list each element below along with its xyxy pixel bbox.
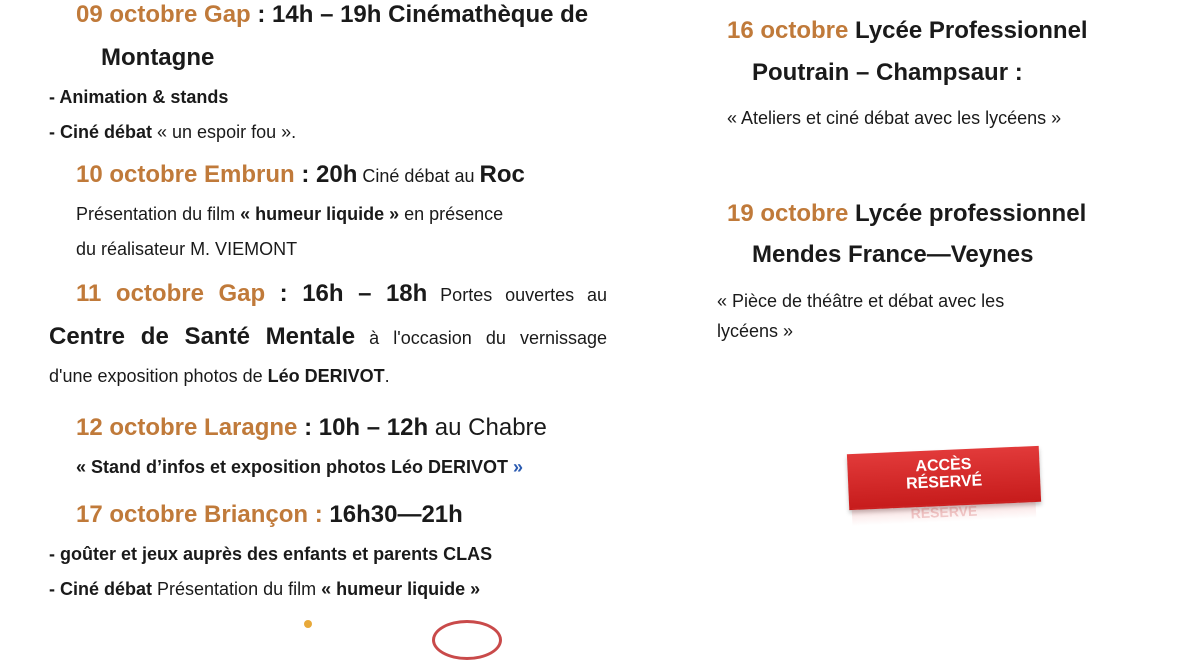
event-time: 16h30—21h [329,501,463,528]
event-lycee-mendes-heading: 19 octobre Lycée professionnel [727,200,1087,227]
event-description: lycéens » [717,321,794,341]
event-embrun-heading: 10 octobre Embrun : 20h Ciné débat au Roc [76,161,525,188]
event-gap-09-heading: 09 octobre Gap : 14h – 19h Cinémathèque de [76,1,589,28]
event-laragne-heading: 12 octobre Laragne : 10h – 12h au Chabre [76,414,547,441]
event-description: « Ateliers et ciné débat avec les lycéens » [727,108,1062,128]
event-description: « Stand d’infos et exposition photos Léo DERIVOT » [76,457,524,477]
event-date: 10 octobre Embrun [76,161,295,188]
event-description: Présentation du film « humeur liquide » en présence [76,204,504,224]
event-description: d'une exposition photos de Léo DERIVOT. [49,366,390,386]
event-date: 09 octobre Gap [76,1,251,28]
event-date: 19 octobre [727,200,849,227]
event-description: « Pièce de théâtre et débat avec les [717,291,1005,311]
event-place: Poutrain – Champsaur : [752,59,1023,86]
logo-seal-icon [432,620,502,660]
event-lycee-poutrain-heading: 16 octobre Lycée Professionnel [727,17,1088,44]
event-bullet: - Ciné débat « un espoir fou ». [49,122,297,142]
event-place: Montagne [101,44,215,71]
event-place: Centre de Santé Mentale [49,323,356,350]
event-time: 16h – 18h [302,280,428,307]
acces-reserve-stamp: ACCÈS RÉSERVÉ [847,446,1041,510]
event-bullet: - goûter et jeux auprès des enfants et parents CLAS [49,544,493,564]
event-date: 11 octobre Gap [76,280,266,307]
stamp-reflection: RÉSERVÉ [852,500,1037,526]
event-time: 20h [316,161,358,188]
event-bullet: - Animation & stands [49,87,229,107]
event-place: Mendes France—Veynes [752,241,1034,268]
logo-sun-icon [304,620,312,628]
event-description: Centre de Santé Mentale à l'occasion du vernissage [49,323,608,350]
event-date: 12 octobre Laragne [76,414,298,441]
event-time: 10h – 12h [318,414,429,441]
event-bullet: - Ciné débat Présentation du film « humeur liquide » [49,579,481,599]
event-date: 17 octobre Briançon [76,501,309,528]
event-description: du réalisateur M. VIEMONT [76,239,298,259]
event-gap-11-heading: 11 octobre Gap : 16h – 18h Portes ouvertes au [76,280,607,307]
event-briancon-heading: 17 octobre Briançon : 16h30—21h [76,501,463,528]
event-date: 16 octobre [727,17,849,44]
event-place: Roc [479,161,525,188]
event-time: 14h – 19h Cinémathèque de [272,1,589,28]
event-place: au Chabre [428,414,547,441]
